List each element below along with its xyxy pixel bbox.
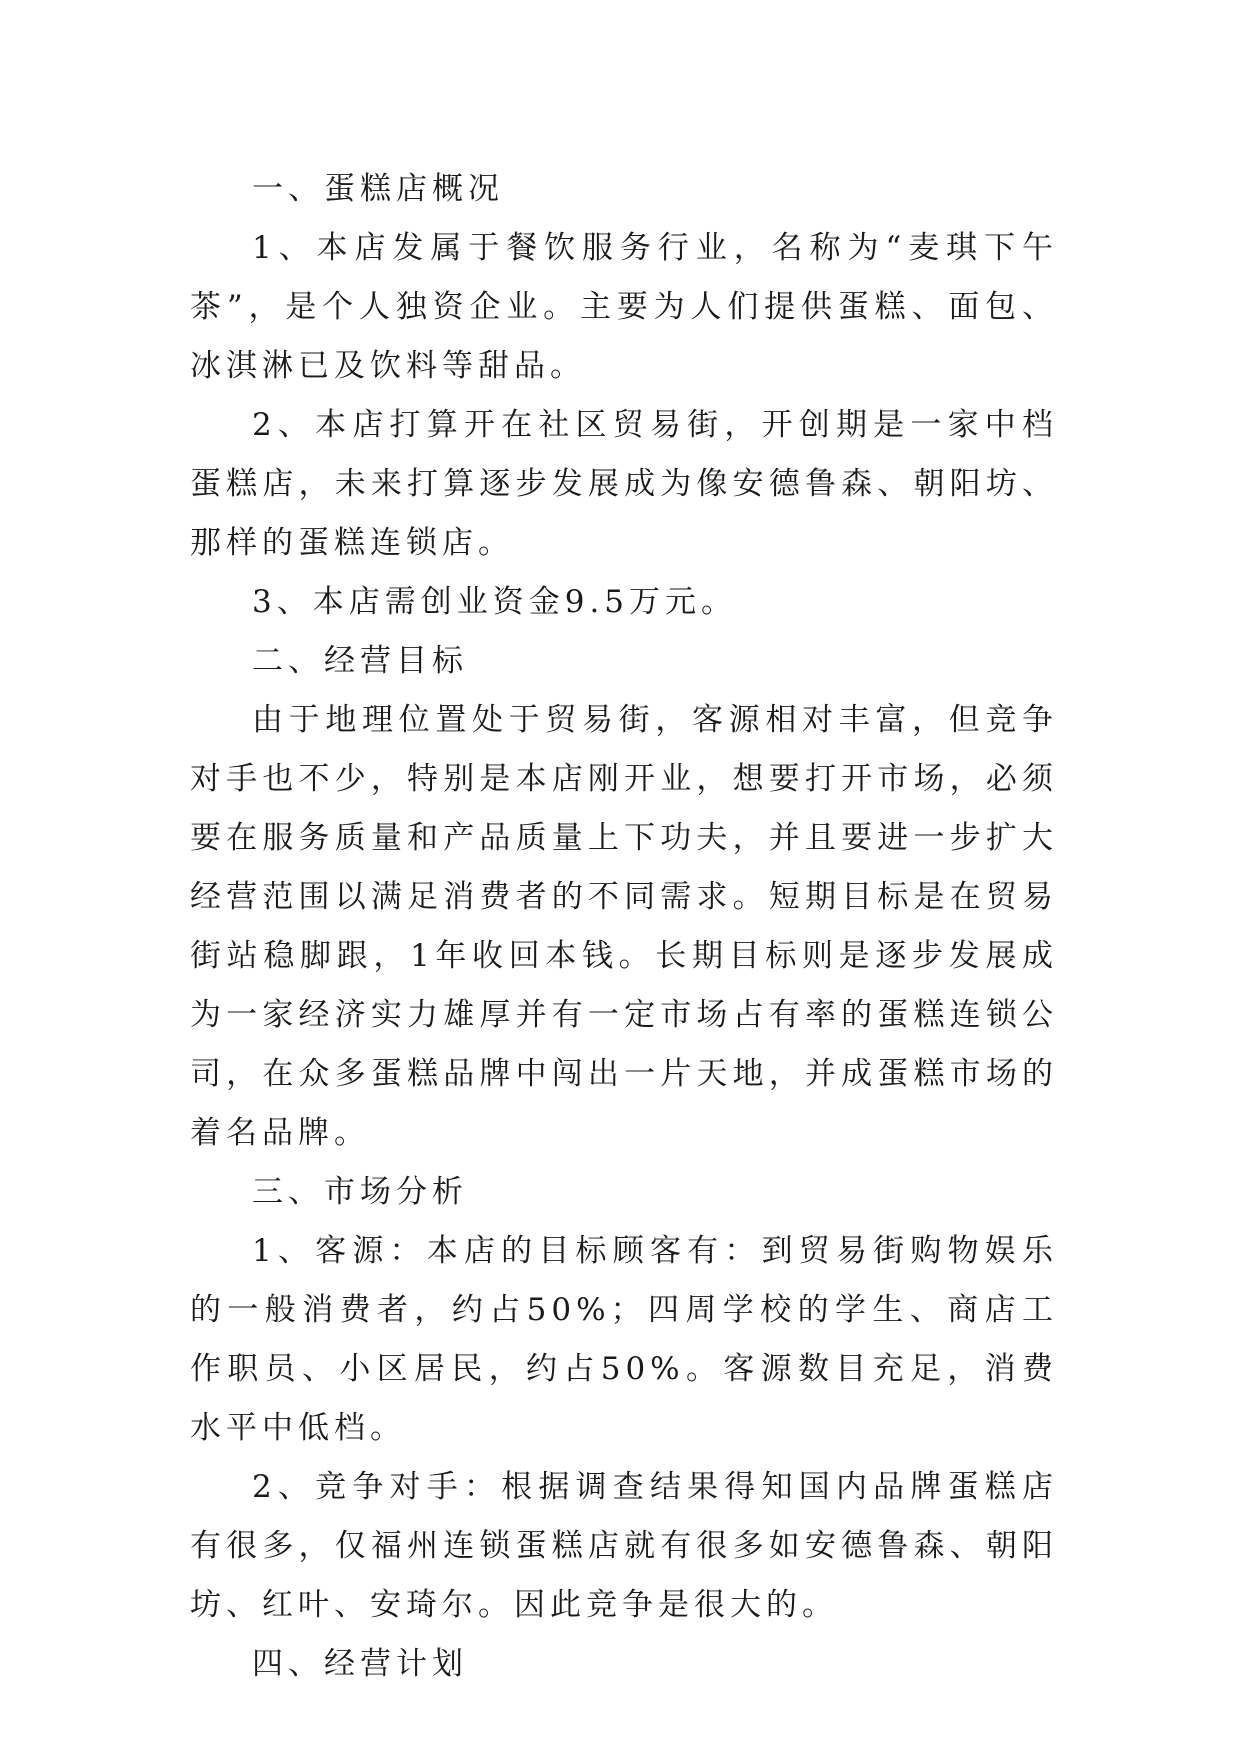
paragraph-location: 2、本店打算开在社区贸易街，开创期是一家中档蛋糕店，未来打算逐步发展成为像安德鲁森、朝阳坊、那样的蛋糕连锁店。 — [190, 407, 1058, 561]
section-heading-plan: 四、经营计划 — [252, 1646, 468, 1682]
paragraph-goals: 由于地理位置处于贸易街，客源相对丰富，但竞争对手也不少，特别是本店刚开业，想要打开市场，必须要在服务质量和产品质量上下功夫，并且要进一步扩大经营范围以满足消费者的不同需求。短期目标是在贸易街站稳脚跟，1年收回本钱。长期目标则是逐步发展成为一家经济实力雄厚并有一定市场占有率的蛋糕连锁公司，在众多蛋糕品牌中闯出一片天地，并成蛋糕市场的着名品牌。 — [190, 702, 1058, 1151]
paragraph-store-name: 1、本店发属于餐饮服务行业，名称为“麦琪下午茶”，是个人独资企业。主要为人们提供蛋糕、面包、冰淇淋已及饮料等甜品。 — [190, 230, 1058, 384]
paragraph-funding: 3、本店需创业资金9.5万元。 — [252, 584, 738, 620]
document-body — [190, 160, 1058, 1694]
paragraph-customers: 1、客源：本店的目标顾客有：到贸易街购物娱乐的一般消费者，约占50%；四周学校的学生、商店工作职员、小区居民，约占50%。客源数目充足，消费水平中低档。 — [190, 1233, 1058, 1446]
section-heading-overview: 一、蛋糕店概况 — [252, 171, 504, 207]
paragraph-competitors: 2、竞争对手：根据调查结果得知国内品牌蛋糕店有很多，仅福州连锁蛋糕店就有很多如安德鲁森、朝阳坊、红叶、安琦尔。因此竞争是很大的。 — [190, 1469, 1058, 1623]
section-heading-market: 三、市场分析 — [252, 1174, 468, 1210]
section-heading-goals: 二、经营目标 — [252, 643, 468, 679]
